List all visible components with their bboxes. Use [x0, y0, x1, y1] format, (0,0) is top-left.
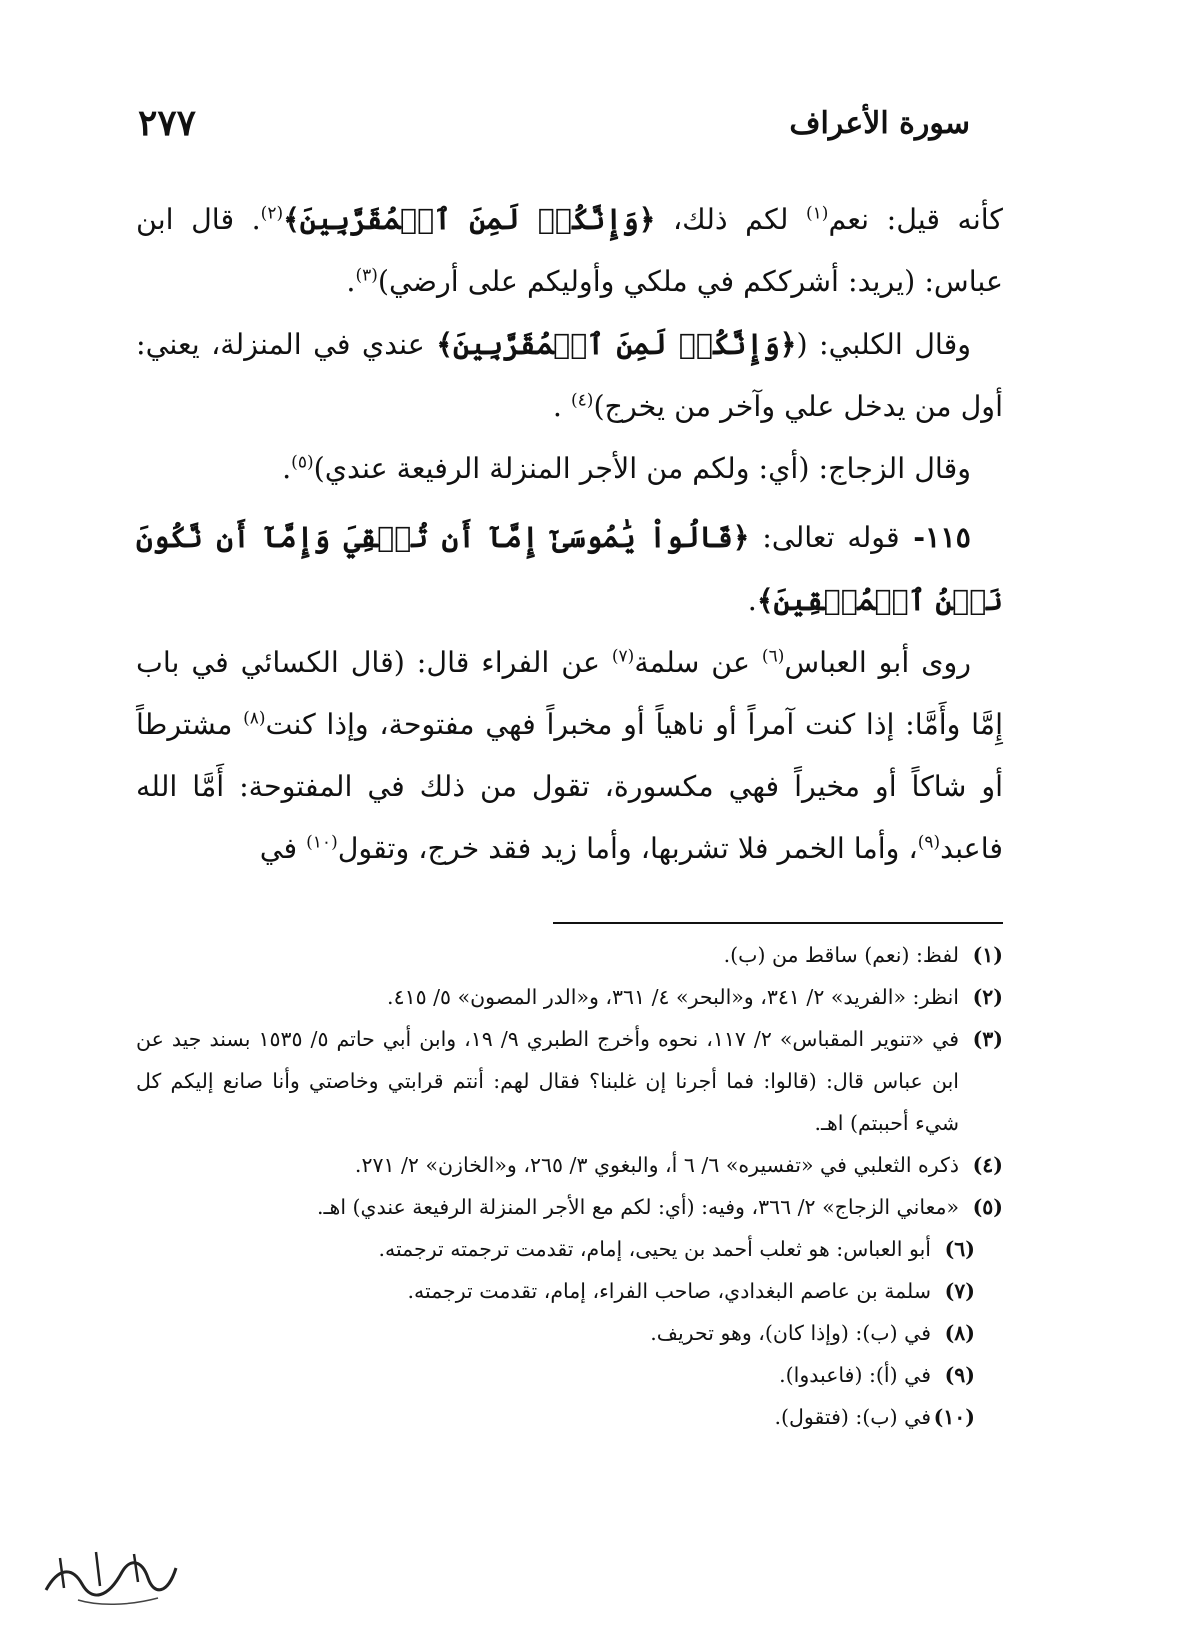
footnote-text: في (أ): (فاعبدوا).	[779, 1363, 931, 1387]
footnote-text: انظر: «الفريد» ٢/ ٣٤١، و«البحر» ٤/ ٣٦١، و«الدر المصون» ٥/ ٤١٥.	[387, 985, 959, 1009]
text-span: مشترطاً أو شاكاً أو مخيراً فهي مكسورة، تقول من ذلك في المفتوحة: أَمَّا الله فاعبد	[136, 708, 1003, 865]
footnote-text: سلمة بن عاصم البغدادي، صاحب الفراء، إمام، تقدمت ترجمته.	[407, 1279, 931, 1303]
page-header	[138, 102, 970, 152]
footnote-3	[136, 1018, 1003, 1144]
text-span: لكم ذلك،	[655, 203, 807, 236]
footnote-ref: (٣)	[355, 265, 378, 286]
text-span: عندي في المنزلة، يعني: أول من يدخل علي وآخر من يخرج)	[136, 328, 1003, 423]
verse-heading	[136, 506, 1003, 632]
footnote-number: (١)	[972, 943, 1003, 967]
footnote-ref: (٢)	[260, 203, 284, 224]
text-span: في	[259, 832, 307, 865]
footnote-ref: (٤)	[571, 390, 594, 411]
footnote-number: (٥)	[972, 1195, 1003, 1219]
text-span: روى أبو العباس	[784, 646, 972, 679]
footnote-ref: (٩)	[917, 832, 941, 853]
page-number: ٢٧٧	[138, 102, 197, 144]
footnote-ref: (١٠)	[306, 832, 338, 853]
quran-verse: ﴿قَالُواْ يَٰمُوسَىٰٓ إِمَّآ أَن تُلۡقِيَ وَإِمَّآ أَن نَّكُونَ نَحۡنُ ٱلۡمُلۡقِينَ﴾	[136, 520, 1003, 617]
text-span: .	[552, 390, 572, 423]
text-span: وقال الكلبي: (	[796, 328, 971, 361]
paragraph-2	[136, 313, 1003, 438]
footnote-divider	[553, 922, 1003, 924]
text-span: . قال ابن عباس: (يريد: أشرككم في ملكي وأوليكم على أرضي)	[136, 203, 1003, 298]
footnote-ref: (٨)	[243, 708, 266, 729]
footnote-number: (٢)	[972, 985, 1003, 1009]
footnote-text: في (ب): (وإذا كان)، وهو تحريف.	[650, 1321, 931, 1345]
footnote-10	[136, 1396, 1003, 1438]
footnote-ref: (٥)	[291, 452, 314, 473]
footnote-number: (١٠)	[933, 1405, 975, 1429]
footnote-text: أبو العباس: هو ثعلب أحمد بن يحيى، إمام، تقدمت ترجمته ترجمته.	[378, 1237, 931, 1261]
footnote-number: (٨)	[944, 1321, 975, 1345]
footnote-ref: (٦)	[761, 646, 785, 667]
text-span: عن الفراء قال: (قال الكسائي في باب إِمَّا وأَمَّا: إذا كنت آمراً أو ناهياً أو مخبراً فهي مفتوحة، وإذا كنت	[136, 646, 1003, 741]
footnote-text: في «تنوير المقباس» ٢/ ١١٧، نحوه وأخرج الطبري ٩/ ١٩، وابن أبي حاتم ٥/ ١٥٣٥ بسند جيد عن ابن عباس قال: (قالوا: فما أجرنا إن غلبنا؟ فقال لهم: أنتم قرابتي وخاصتي وأنا صانع إليكم كل شيء أحببتم) اهـ.	[136, 1027, 959, 1135]
paragraph-1	[136, 188, 1003, 313]
footnote-5	[136, 1186, 1003, 1228]
surah-title: سورة الأعراف	[789, 106, 970, 141]
text-span: .	[346, 265, 356, 298]
paragraph-4	[136, 632, 1003, 880]
quran-verse: ﴿وَإِنَّكُمۡ لَمِنَ ٱلۡمُقَرَّبِينَ﴾	[436, 327, 797, 361]
footnotes	[136, 934, 1003, 1438]
quran-verse: ﴿وَإِنَّكُمۡ لَمِنَ ٱلۡمُقَرَّبِينَ﴾	[283, 202, 656, 236]
text-span: قوله تعالى:	[749, 521, 900, 554]
paragraph-3	[136, 438, 1003, 500]
footnote-number: (٩)	[944, 1363, 975, 1387]
footnote-number: (٣)	[972, 1027, 1003, 1051]
text-span: عن سلمة	[634, 646, 762, 679]
footnote-ref: (٧)	[611, 646, 635, 667]
footnote-number: (٤)	[972, 1153, 1003, 1177]
text-span: كأنه قيل: نعم	[828, 203, 1003, 236]
text-span: ، وأما الخمر فلا تشربها، وأما زيد فقد خرج، وتقول	[337, 832, 918, 865]
footnote-text: ذكره الثعلبي في «تفسيره» ٦/ ٦ أ، والبغوي ٣/ ٢٦٥، و«الخازن» ٢/ ٢٧١.	[354, 1153, 959, 1177]
footnote-text: «معاني الزجاج» ٢/ ٣٦٦، وفيه: (أي: لكم مع الأجر المنزلة الرفيعة عندي) اهـ.	[317, 1195, 959, 1219]
verse-number: ١١٥-	[899, 520, 971, 554]
text-span: وقال الزجاج: (أي: ولكم من الأجر المنزلة الرفيعة عندي)	[313, 452, 971, 485]
footnote-2	[136, 976, 1003, 1018]
footnote-text: لفظ: (نعم) ساقط من (ب).	[723, 943, 959, 967]
footnote-1	[136, 934, 1003, 976]
footnote-8	[136, 1312, 1003, 1354]
main-text	[136, 188, 1003, 880]
footnote-number: (٧)	[944, 1279, 975, 1303]
footnote-text: في (ب): (فتقول).	[774, 1405, 931, 1429]
calligraphy-logo	[38, 1538, 183, 1610]
footnote-ref: (١)	[806, 203, 829, 224]
footnote-4	[136, 1144, 1003, 1186]
text-span: .	[282, 452, 292, 485]
footnote-number: (٦)	[944, 1237, 975, 1261]
footnote-7	[136, 1270, 1003, 1312]
footnote-9	[136, 1354, 1003, 1396]
text-span: .	[747, 584, 757, 617]
footnote-6	[136, 1228, 1003, 1270]
